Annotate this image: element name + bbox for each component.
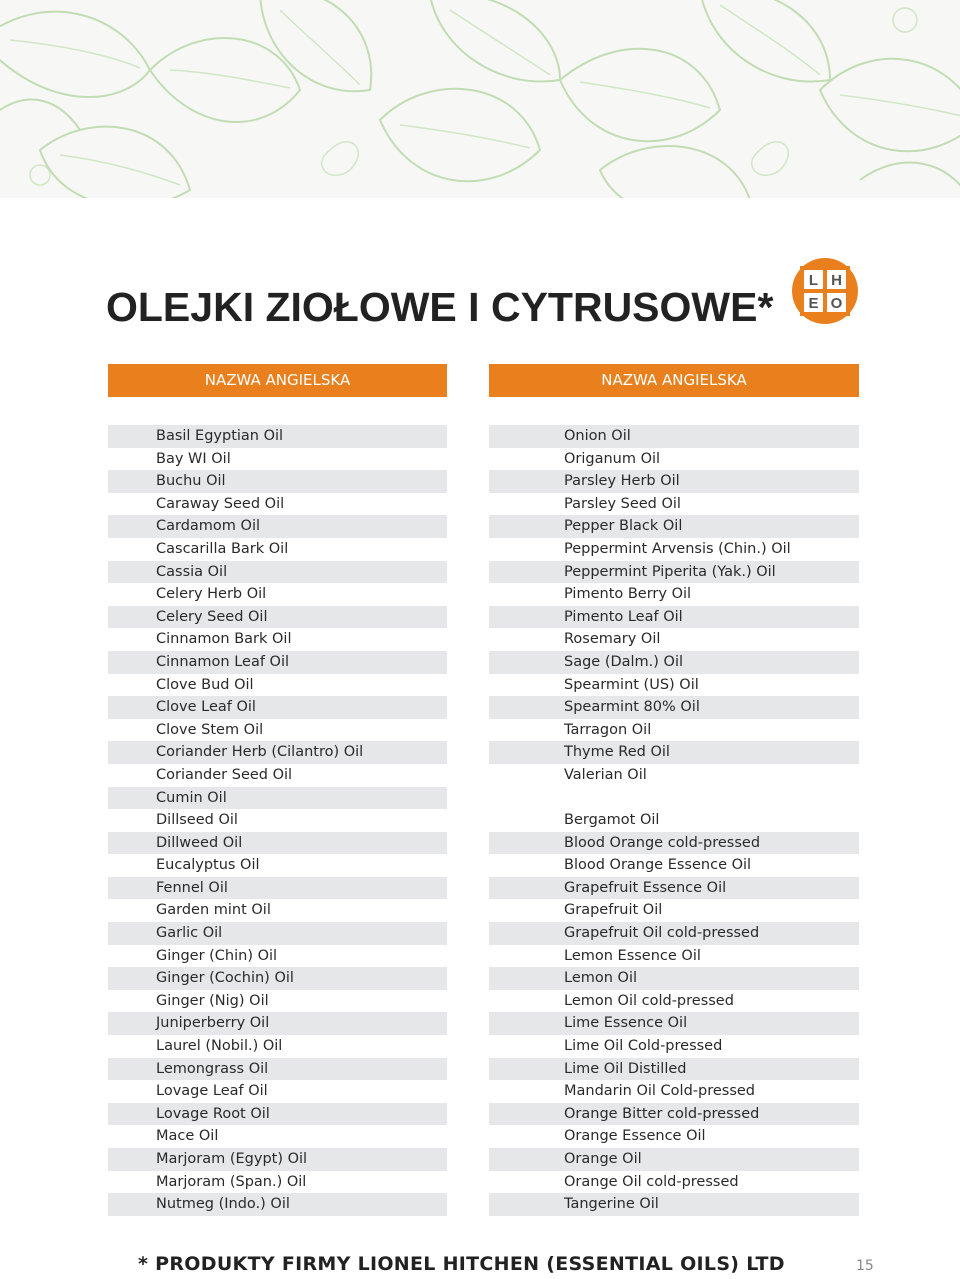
list-item: Blood Orange cold-pressed: [489, 832, 859, 855]
list-item: Lemongrass Oil: [108, 1058, 447, 1081]
list-item: Lime Oil Cold-pressed: [564, 1038, 723, 1055]
list-item: Bergamot Oil: [564, 812, 660, 829]
right-oil-list: [489, 425, 859, 1216]
list-item: Valerian Oil: [564, 766, 647, 783]
list-item: Orange Bitter cold-pressed: [489, 1103, 859, 1126]
list-item: Grapefruit Essence Oil: [489, 877, 859, 900]
list-item: Garlic Oil: [108, 922, 447, 945]
list-item: Lovage Leaf Oil: [156, 1083, 268, 1100]
list-item: Rosemary Oil: [564, 631, 661, 648]
list-item: Garden mint Oil: [156, 902, 271, 919]
footer-note: * PRODUKTY FIRMY LIONEL HITCHEN (ESSENTIAL OILS) LTD: [138, 1253, 785, 1275]
list-item: Eucalyptus Oil: [156, 857, 260, 874]
company-logo: [790, 256, 860, 326]
logo-letter-l: L: [808, 272, 819, 289]
list-item: Mace Oil: [156, 1128, 219, 1145]
list-item: Tangerine Oil: [489, 1193, 859, 1216]
list-item: Lemon Oil: [489, 967, 859, 990]
left-oil-list: [108, 425, 447, 1216]
leaf-pattern-illustration: [0, 0, 960, 198]
list-item: [489, 787, 859, 810]
list-item: Marjoram (Span.) Oil: [156, 1173, 307, 1190]
list-item: Pimento Leaf Oil: [489, 606, 859, 629]
right-column-header: NAZWA ANGIELSKA: [489, 364, 859, 397]
list-item: Coriander Seed Oil: [156, 766, 293, 783]
list-item: Pimento Berry Oil: [564, 586, 692, 603]
list-item: Clove Stem Oil: [156, 721, 264, 738]
list-item: Fennel Oil: [108, 877, 447, 900]
list-item: Onion Oil: [489, 425, 859, 448]
logo-letter-e: E: [808, 295, 819, 312]
list-item: Lemon Oil cold-pressed: [564, 992, 734, 1009]
list-item: Pepper Black Oil: [489, 515, 859, 538]
list-item: Dillweed Oil: [108, 832, 447, 855]
lheo-logo-icon: [790, 256, 860, 326]
list-item: Spearmint (US) Oil: [564, 676, 699, 693]
list-item: Bay WI Oil: [156, 450, 231, 467]
list-item: Ginger (Cochin) Oil: [108, 967, 447, 990]
list-item: Cinnamon Bark Oil: [156, 631, 292, 648]
page-number: 15: [856, 1258, 874, 1274]
list-item: Caraway Seed Oil: [156, 495, 285, 512]
list-item: Grapefruit Oil cold-pressed: [489, 922, 859, 945]
list-item: Clove Leaf Oil: [108, 696, 447, 719]
list-item: Peppermint Piperita (Yak.) Oil: [489, 561, 859, 584]
list-item: Cassia Oil: [108, 561, 447, 584]
list-item: Cumin Oil: [108, 787, 447, 810]
list-item: Grapefruit Oil: [564, 902, 663, 919]
page-title: OLEJKI ZIOŁOWE I CYTRUSOWE*: [106, 284, 774, 330]
list-item: Sage (Dalm.) Oil: [489, 651, 859, 674]
left-column-header: NAZWA ANGIELSKA: [108, 364, 447, 397]
list-item: Celery Herb Oil: [156, 586, 267, 603]
list-item: Laurel (Nobil.) Oil: [156, 1038, 283, 1055]
list-item: Lemon Essence Oil: [564, 947, 701, 964]
list-item: Dillseed Oil: [156, 812, 238, 829]
logo-letter-o: O: [830, 295, 843, 312]
list-item: Tarragon Oil: [564, 721, 652, 738]
list-item: Cascarilla Bark Oil: [156, 540, 289, 557]
list-item: Parsley Seed Oil: [564, 495, 681, 512]
list-item: Ginger (Chin) Oil: [156, 947, 278, 964]
list-item: Celery Seed Oil: [108, 606, 447, 629]
list-item: Juniperberry Oil: [108, 1012, 447, 1035]
list-item: Lime Oil Distilled: [489, 1058, 859, 1081]
list-item: Buchu Oil: [108, 470, 447, 493]
list-item: Origanum Oil: [564, 450, 661, 467]
list-item: Thyme Red Oil: [489, 741, 859, 764]
list-item: Mandarin Oil Cold-pressed: [564, 1083, 756, 1100]
list-item: Lovage Root Oil: [108, 1103, 447, 1126]
list-item: Marjoram (Egypt) Oil: [108, 1148, 447, 1171]
list-item: Cardamom Oil: [108, 515, 447, 538]
list-item: Clove Bud Oil: [156, 676, 254, 693]
list-item: Ginger (Nig) Oil: [156, 992, 269, 1009]
list-item: Parsley Herb Oil: [489, 470, 859, 493]
list-item: Orange Oil: [489, 1148, 859, 1171]
decorative-leaf-banner: [0, 0, 960, 198]
list-item: Basil Egyptian Oil: [108, 425, 447, 448]
list-item: Lime Essence Oil: [489, 1012, 859, 1035]
list-item: Coriander Herb (Cilantro) Oil: [108, 741, 447, 764]
list-item: Nutmeg (Indo.) Oil: [108, 1193, 447, 1216]
list-item: Cinnamon Leaf Oil: [108, 651, 447, 674]
list-item: Blood Orange Essence Oil: [564, 857, 752, 874]
list-item: Orange Oil cold-pressed: [564, 1173, 739, 1190]
list-item: Spearmint 80% Oil: [489, 696, 859, 719]
logo-letter-h: H: [831, 272, 842, 289]
list-item: Orange Essence Oil: [564, 1128, 706, 1145]
list-item: Peppermint Arvensis (Chin.) Oil: [564, 540, 791, 557]
